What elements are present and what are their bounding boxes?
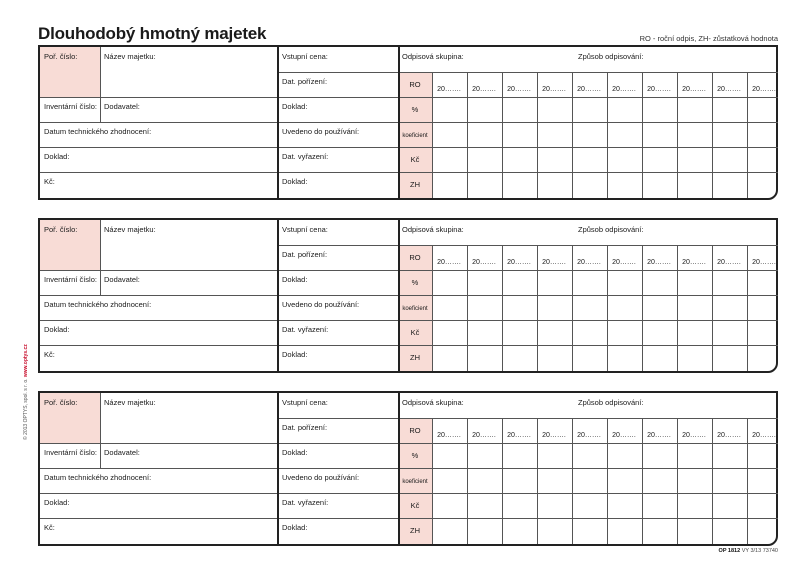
col-divider [100,220,101,295]
inventarni-cislo-label: Inventární číslo: [44,275,97,284]
row-label: koeficient [402,306,428,312]
row-divider [398,72,778,73]
row-divider [40,468,277,469]
row-label: Kč [410,155,420,164]
copyright-label: © 2013 OPTYS, spol. s r. o. [23,378,29,440]
dat-vyrazeni-label: Dat. vyřazení: [282,498,329,507]
dat-porizeni-label: Dat. pořízení: [282,423,328,432]
year-label: 20……. [437,259,461,266]
row-divider [277,418,398,419]
doklad-label: Doklad: [282,448,308,457]
kc-label: Kč: [44,177,55,186]
row-label: RO [409,253,421,262]
year-label: 20……. [717,86,741,93]
doklad-label: Doklad: [44,152,70,161]
kc-label: Kč: [44,350,55,359]
uvedeno-do-pouzivani-label: Uvedeno do používání: [282,127,360,136]
inventarni-cislo-label: Inventární číslo: [44,102,97,111]
copyright-text [23,320,29,440]
nazev-majetku-label: Název majetku: [104,398,156,407]
odpisova-skupina-label: Odpisová skupina: [402,52,464,61]
datum-technickeho-zhodnoceni-label: Datum technického zhodnocení: [44,473,152,482]
row-divider [398,245,778,246]
row-divider [40,443,277,444]
odpisova-skupina-label: Odpisová skupina: [402,225,464,234]
dodavatel-label: Dodavatel: [104,275,140,284]
por-cislo-label: Poř. číslo: [44,52,78,61]
doklad-label: Doklad: [44,498,70,507]
year-label: 20……. [542,259,566,266]
row-divider [277,468,398,469]
year-label: 20……. [577,86,601,93]
year-label: 20……. [472,432,496,439]
row-divider [398,97,778,98]
dat-vyrazeni-label: Dat. vyřazení: [282,152,329,161]
row-label: koeficient [402,479,428,485]
col-divider [398,220,400,371]
form-code [719,548,778,554]
row-divider [277,270,398,271]
row-divider [277,245,398,246]
row-divider [40,493,277,494]
row-divider [277,493,398,494]
year-label: 20……. [682,86,706,93]
row-divider [40,147,277,148]
row-label: Kč [410,328,420,337]
row-divider [398,493,778,494]
col-divider [398,47,400,198]
dat-porizeni-label: Dat. pořízení: [282,250,328,259]
year-label: 20……. [612,432,636,439]
row-label: Kč [410,501,420,510]
row-divider [277,122,398,123]
year-label: 20……. [682,259,706,266]
vstupni-cena-label: Vstupní cena: [282,398,328,407]
vstupni-cena-label: Vstupní cena: [282,225,328,234]
row-divider [398,418,778,419]
row-divider [398,320,778,321]
row-divider [398,295,778,296]
year-label: 20……. [472,259,496,266]
row-label: % [411,105,419,114]
dat-vyrazeni-label: Dat. vyřazení: [282,325,329,334]
row-divider [398,147,778,148]
year-label: 20……. [717,259,741,266]
asset-card [38,391,778,546]
row-divider [398,172,778,173]
year-label: 20……. [507,259,531,266]
year-label: 20……. [752,432,776,439]
year-label: 20……. [437,86,461,93]
datum-technickeho-zhodnoceni-label: Datum technického zhodnocení: [44,300,152,309]
year-label: 20……. [717,432,741,439]
row-divider [40,97,277,98]
zpusob-odpisovani-label: Způsob odpisování: [578,225,644,234]
doklad-label: Doklad: [282,102,308,111]
year-label: 20……. [752,259,776,266]
col-divider [277,393,279,544]
asset-card [38,45,778,200]
year-label: 20……. [577,259,601,266]
row-divider [277,443,398,444]
uvedeno-do-pouzivani-label: Uvedeno do používání: [282,473,360,482]
year-label: 20……. [577,432,601,439]
form-code-bold: OP 1812 [718,548,741,554]
nazev-majetku-label: Název majetku: [104,52,156,61]
dodavatel-label: Dodavatel: [104,448,140,457]
year-label: 20……. [437,432,461,439]
doklad-label: Doklad: [282,177,308,186]
kc-label: Kč: [44,523,55,532]
year-label: 20……. [647,432,671,439]
year-label: 20……. [682,432,706,439]
row-divider [277,320,398,321]
year-label: 20……. [507,432,531,439]
form-code-rest: VY 3/13 73740 [741,548,778,554]
vstupni-cena-label: Vstupní cena: [282,52,328,61]
inventarni-cislo-label: Inventární číslo: [44,448,97,457]
year-label: 20……. [542,432,566,439]
row-divider [40,172,277,173]
row-label: RO [409,80,421,89]
year-label: 20……. [542,86,566,93]
year-label: 20……. [612,259,636,266]
por-cislo-label: Poř. číslo: [44,225,78,234]
col-divider [100,393,101,468]
col-divider [100,47,101,122]
dodavatel-label: Dodavatel: [104,102,140,111]
row-divider [398,345,778,346]
row-divider [277,97,398,98]
row-divider [40,122,277,123]
col-divider [277,47,279,198]
row-divider [40,345,277,346]
datum-technickeho-zhodnoceni-label: Datum technického zhodnocení: [44,127,152,136]
row-label: % [411,278,419,287]
row-label: ZH [410,353,420,362]
odpisova-skupina-label: Odpisová skupina: [402,398,464,407]
row-divider [277,147,398,148]
year-label: 20……. [647,86,671,93]
row-label: ZH [410,180,420,189]
row-label: koeficient [402,133,428,139]
year-label: 20……. [507,86,531,93]
row-label: ZH [410,526,420,535]
row-divider [277,72,398,73]
year-label: 20……. [612,86,636,93]
doklad-label: Doklad: [44,325,70,334]
website-label: www.optys.cz [23,344,29,378]
col-divider [277,220,279,371]
row-divider [277,345,398,346]
doklad-label: Doklad: [282,350,308,359]
row-divider [398,443,778,444]
zpusob-odpisovani-label: Způsob odpisování: [578,52,644,61]
row-divider [277,172,398,173]
year-label: 20……. [472,86,496,93]
asset-card [38,218,778,373]
row-divider [277,295,398,296]
por-cislo-label: Poř. číslo: [44,398,78,407]
row-label: % [411,451,419,460]
row-divider [398,468,778,469]
row-divider [40,295,277,296]
row-divider [277,518,398,519]
row-divider [40,270,277,271]
doklad-label: Doklad: [282,275,308,284]
doklad-label: Doklad: [282,523,308,532]
row-label: RO [409,426,421,435]
row-divider [40,518,277,519]
legend-text: RO - roční odpis, ZH- zůstatková hodnota [639,34,778,43]
row-divider [398,270,778,271]
uvedeno-do-pouzivani-label: Uvedeno do používání: [282,300,360,309]
zpusob-odpisovani-label: Způsob odpisování: [578,398,644,407]
row-divider [40,320,277,321]
year-label: 20……. [752,86,776,93]
dat-porizeni-label: Dat. pořízení: [282,77,328,86]
row-divider [398,518,778,519]
page-title: Dlouhodobý hmotný majetek [38,24,267,43]
nazev-majetku-label: Název majetku: [104,225,156,234]
year-label: 20……. [647,259,671,266]
row-divider [398,122,778,123]
col-divider [398,393,400,544]
